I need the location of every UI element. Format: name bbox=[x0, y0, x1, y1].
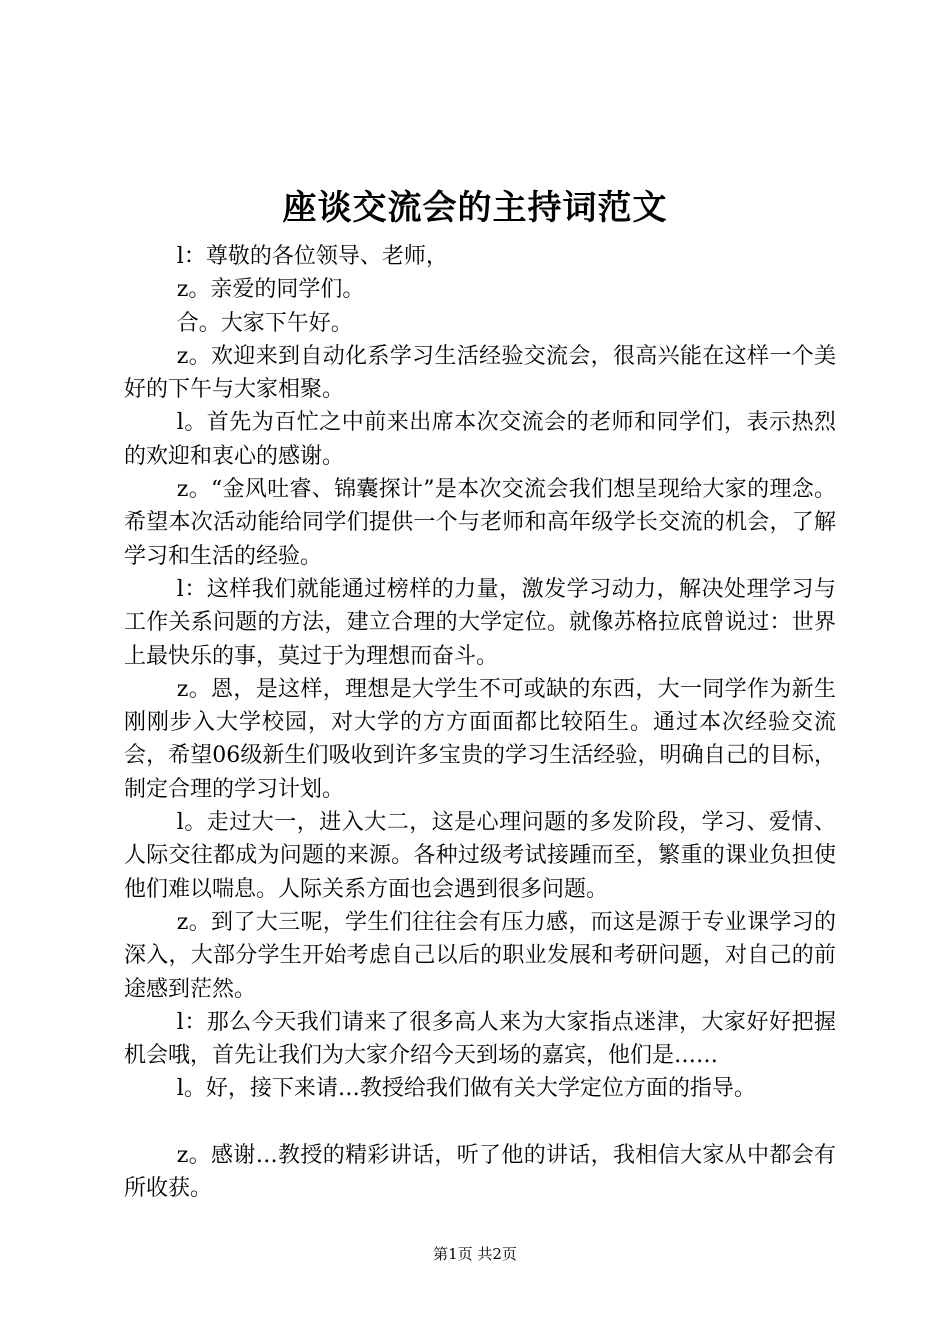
paragraph: z。欢迎来到自动化系学习生活经验交流会，很高兴能在这样一个美好的下午与大家相聚。 bbox=[124, 343, 836, 403]
paragraph: z。恩，是这样，理想是大学生不可或缺的东西，大一同学作为新生刚刚步入大学校园，对大学的方方面面都比较陌生。通过本次经验交流会，希望06级新生们吸收到许多宝贵的学习生活经验，明确自己的目标，制定合理的学习计划。 bbox=[124, 676, 836, 802]
page-footer: 第1页 共2页 bbox=[433, 1245, 517, 1263]
paragraph: l。首先为百忙之中前来出席本次交流会的老师和同学们，表示热烈的欢迎和衷心的感谢。 bbox=[124, 410, 836, 469]
document-body bbox=[124, 240, 836, 1205]
paragraph: z。感谢…教授的精彩讲话，听了他的讲话，我相信大家从中都会有所收获。 bbox=[124, 1142, 836, 1202]
paragraph: l。好，接下来请…教授给我们做有关大学定位方面的指导。 bbox=[176, 1076, 756, 1102]
paragraph: 合。大家下午好。 bbox=[176, 310, 353, 336]
paragraph: z。到了大三呢，学生们往往会有压力感，而这是源于专业课学习的深入，大部分学生开始考虑自己以后的职业发展和考研问题，对自己的前途感到茫然。 bbox=[124, 909, 836, 1002]
paragraph: l：那么今天我们请来了很多高人来为大家指点迷津，大家好好把握机会哦，首先让我们为大家介绍今天到场的嘉宾，他们是…… bbox=[124, 1009, 836, 1069]
document-title: 座谈交流会的主持词范文 bbox=[282, 188, 668, 228]
paragraph: z。亲爱的同学们。 bbox=[176, 277, 365, 303]
paragraph: l：这样我们就能通过榜样的力量，激发学习动力，解决处理学习与工作关系问题的方法，建立合理的大学定位。就像苏格拉底曾说过：世界上最快乐的事，莫过于为理想而奋斗。 bbox=[124, 576, 836, 669]
paragraph: z。“金风吐睿、锦囊探计”是本次交流会我们想呈现给大家的理念。希望本次活动能给同学们提供一个与老师和高年级学长交流的机会，了解学习和生活的经验。 bbox=[124, 477, 836, 569]
paragraph: l。走过大一，进入大二，这是心理问题的多发阶段，学习、爱情、人际交往都成为问题的来源。各种过级考试接踵而至，繁重的课业负担使他们难以喘息。人际关系方面也会遇到很多问题。 bbox=[124, 810, 836, 902]
paragraph: l：尊敬的各位领导、老师， bbox=[176, 244, 448, 269]
